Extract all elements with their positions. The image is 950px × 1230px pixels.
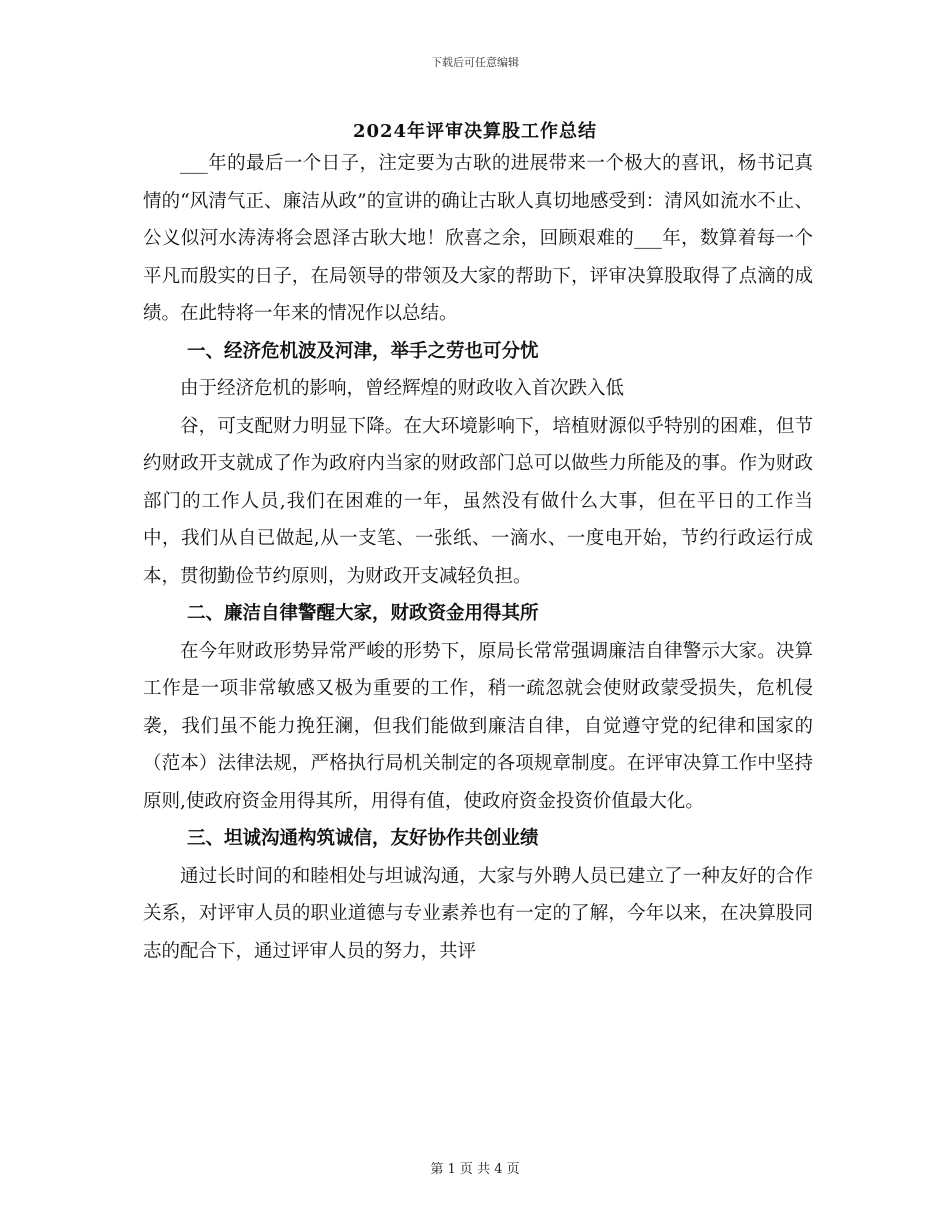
header-note: 下载后可任意编辑 [431, 56, 519, 69]
page-number-footer: 第 1 页 共 4 页 [430, 1162, 520, 1177]
section-1-paragraph-2: 谷，可支配财力明显下降。在大环境影响下，培植财源似乎特别的困难，但节约财政开支就成了作为政府内当家的财政部门总可以做些力所能及的事。作为财政部门的工作人员,我们在困难的一年，虽然没有做什么大事，但在平日的工作当中，我们从自已做起,从一支笔、一张纸、一滴水、一度电开始，节约行政运行成本，贯彻勤俭节约原则，为财政开支减轻负担。 [143, 415, 813, 587]
document-body [143, 145, 813, 970]
intro-paragraph: ___年的最后一个日子，注定要为古耿的进展带来一个极大的喜讯，杨书记真情的“风清气正、廉洁从政”的宣讲的确让古耿人真切地感受到：清风如流水不止、公义似河水涛涛将会恩泽古耿大地！欣喜之余，回顾艰难的___年，数算着每一个平凡而殷实的日子，在局领导的带领及大家的帮助下，评审决算股取得了点滴的成绩。在此特将一年来的情况作以总结。 [143, 153, 813, 324]
section-2-paragraph-1: 在今年财政形势异常严峻的形势下，原局长常常强调廉洁自律警示大家。决算工作是一项非常敏感又极为重要的工作，稍一疏忽就会使财政蒙受损失，危机侵袭，我们虽不能力挽狂澜，但我们能做到廉洁自律，自觉遵守党的纪律和国家的（范本）法律法规，严格执行局机关制定的各项规章制度。在评审决算工作中坚持原则,使政府资金用得其所，用得有值，使政府资金投资价值最大化。 [143, 640, 813, 812]
section-heading-2: 二、廉洁自律警醒大家，财政资金用得其所 [187, 603, 539, 624]
section-heading-1: 一、经济危机波及河津，举手之劳也可分忧 [187, 340, 539, 362]
section-heading-3: 三、坦诚沟通构筑诚信，友好协作共创业绩 [187, 828, 539, 849]
section-1-paragraph-1: 由于经济危机的影响，曾经辉煌的财政收入首次跌入低 [180, 378, 625, 399]
section-3-paragraph-1: 通过长时间的和睦相处与坦诚沟通，大家与外聘人员已建立了一种友好的合作关系，对评审人员的职业道德与专业素养也有一定的了解，今年以来，在决算股同志的配合下，通过评审人员的努力，共评 [143, 865, 813, 962]
document-title: 2024年评审决算股工作总结 [352, 121, 598, 142]
